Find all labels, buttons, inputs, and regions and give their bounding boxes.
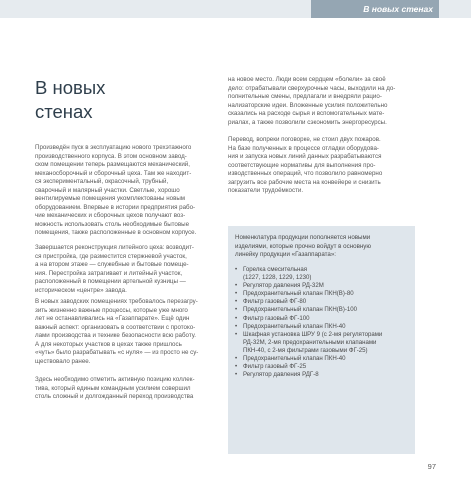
highlight-intro [235,234,405,260]
text-line: А для некоторых участков в цехах также пришлось [35,340,182,348]
text-line: ществовало ранее. [35,357,91,365]
product-line: Горелка смесительная [243,266,308,273]
text-line: полнительные смены, предлагали и внедряли рацио- [228,93,382,100]
text-line: зить жизненно важные процессы, которые уже много [35,306,188,314]
text-line: механосборочный и сборочный цеха. Там же находит- [35,169,192,177]
text-line: ском помещении теперь размещаются механический, [35,161,190,168]
text-line: Перевод, вопреки поговорке, не стоил двух пожаров. [228,136,381,143]
bullet-icon: • [235,306,238,314]
product-name [243,282,324,290]
text-line: важный аспект: организовать в соответствии с протоко- [35,323,196,331]
product-name [243,323,346,331]
product-item [235,331,411,355]
text-line: оборудованием. Впервые в истории предприятия рабо- [35,203,196,211]
product-line: (1227, 1228, 1229, 1230) [243,274,312,282]
bullet-icon: • [235,298,238,306]
text-line: соответствующие нормативы для выполнения про- [228,161,376,169]
bullet-icon: • [235,371,238,379]
text-line: Завершается реконструкция литейного цеха: возводит- [35,244,194,251]
product-line: Шкафная установка ШРУ 9 (с 2-мя регуляторами [243,330,383,338]
product-name [243,306,357,314]
bullet-icon: • [235,330,238,338]
product-item [235,306,411,314]
bullet-icon: • [235,290,238,298]
product-item [235,363,411,371]
title-line: стенах [35,101,93,122]
product-line: Предохранительный клапан ПКН(В)-80 [243,290,354,298]
product-line: Регулятор давления РДГ-8 [243,371,319,379]
product-name [243,331,382,355]
text-line: сказались на расходе сырья и вспомогательных мате- [228,110,385,117]
left-paragraph-3 [35,298,216,366]
text-line: производственного корпуса. В этом основном завод- [35,152,187,160]
text-line: Произведён пуск в эксплуатацию нового трехэтажного [35,144,192,151]
text-line: помещения, также расположенные в основном корпусе. [35,229,197,236]
product-line: ПКН-40, с 2-мя фильтрами газовыми ФГ-25) [243,346,368,354]
product-name [243,371,319,379]
text-line: на новое место. Люди всем сердцем «болели» за своё [228,76,386,83]
text-line: чие механических и сборочных цехов получают воз- [35,212,186,219]
bullet-icon: • [235,363,238,371]
text-line: показатели трудоёмкости. [228,187,304,194]
text-line: ния. Перестройка затрагивает и литейный участок, [35,269,183,277]
left-paragraph-2 [35,244,216,295]
text-line: вентилируемые помещения укомплектованы новым [35,195,186,202]
product-line: Фильтр газовый ФГ-100 [243,314,310,322]
text-line: риалах, а также позволили сэкономить энергоресурсы. [228,118,387,126]
text-line: линейку продукции «Газаппарата»: [235,251,337,258]
page-number: 97 [427,462,436,471]
text-line: изводственных операций, что позволило равномерно [228,170,383,177]
text-line: историческом «центре» завода. [35,286,127,294]
product-name [243,298,306,306]
text-line: загрузить все рабочие места на конвейере и снизить [228,178,381,186]
product-name [243,315,310,323]
text-line: изделиями, которые прочно войдут в основную [235,242,372,250]
product-line: Фильтр газовый ФГ-25 [243,363,307,371]
bullet-icon: • [235,282,238,290]
product-name [243,355,346,363]
text-line: На базе полученных в процессе отладки оборудова- [228,144,379,152]
text-line: В новых заводских помещениях требовалось перезагру- [35,298,198,305]
text-line: нализаторские идеи. Вложенные усилия положительно [228,101,388,109]
product-item [235,298,411,306]
product-line: Предохранительный клапан ПКН-40 [243,322,346,330]
text-line: лет не останавливались на «Газаппарате». Ещё один [35,315,190,322]
text-line: тива, который единым командным усилием совершил [35,384,191,392]
product-line: Фильтр газовый ФГ-80 [243,298,307,306]
product-item [235,266,411,282]
text-line: можность использовать столь необходимые бытовые [35,220,190,228]
text-line: дело: отрабатывали сверхурочные часы, выходили на до- [228,84,396,92]
right-paragraph-2 [228,136,414,196]
product-name [243,290,354,298]
left-paragraph-1 [35,144,216,238]
text-line: лами производства и технике безопасности всю работу. [35,332,196,339]
product-line: Регулятор давления РД-32М [243,282,324,290]
text-line: сварочный и малярный участки. Светлые, хорошо [35,186,180,194]
text-line: Номенклатура продукции пополняется новыми [235,234,371,241]
product-name [243,363,306,371]
text-line: ся экспериментальный, окрасочный, трубный, [35,178,169,185]
product-item [235,315,411,323]
product-item [235,290,411,298]
product-list [235,266,411,379]
product-item [235,371,411,379]
text-line: Здесь необходимо отметить активную позицию коллек- [35,376,195,383]
running-header: В новых стенах [311,0,439,18]
title-line: В новых [35,77,106,98]
bullet-icon: • [235,314,238,322]
product-line: РД-32М, 2-мя предохранительными клапанами [243,338,377,346]
article-title [35,76,195,124]
bullet-icon: • [235,266,238,273]
text-line: столь сложный и долгожданный переход производства [35,393,194,400]
product-line: Предохранительный клапан ПКН(В)-100 [243,306,358,314]
text-line: расположенный в помещении артельной кузницы — [35,278,186,285]
product-line: Предохранительный клапан ПКН-40 [243,355,346,363]
product-item [235,282,411,290]
right-paragraph-1 [228,76,414,127]
product-item [235,355,411,363]
text-line: «чуть» было разрабатывать «с нуля» — из просто не су- [35,349,199,356]
bullet-icon: • [235,322,238,330]
text-line: ния и запуска новых линий данных разрабатываются [228,153,382,160]
product-item [235,323,411,331]
product-name [243,266,311,282]
text-line: ся пристройка, где разместится стержневой участок, [35,252,187,260]
text-line: а на втором этаже — служебные и бытовые помеще- [35,261,189,268]
left-paragraph-4 [35,376,216,402]
bullet-icon: • [235,355,238,363]
